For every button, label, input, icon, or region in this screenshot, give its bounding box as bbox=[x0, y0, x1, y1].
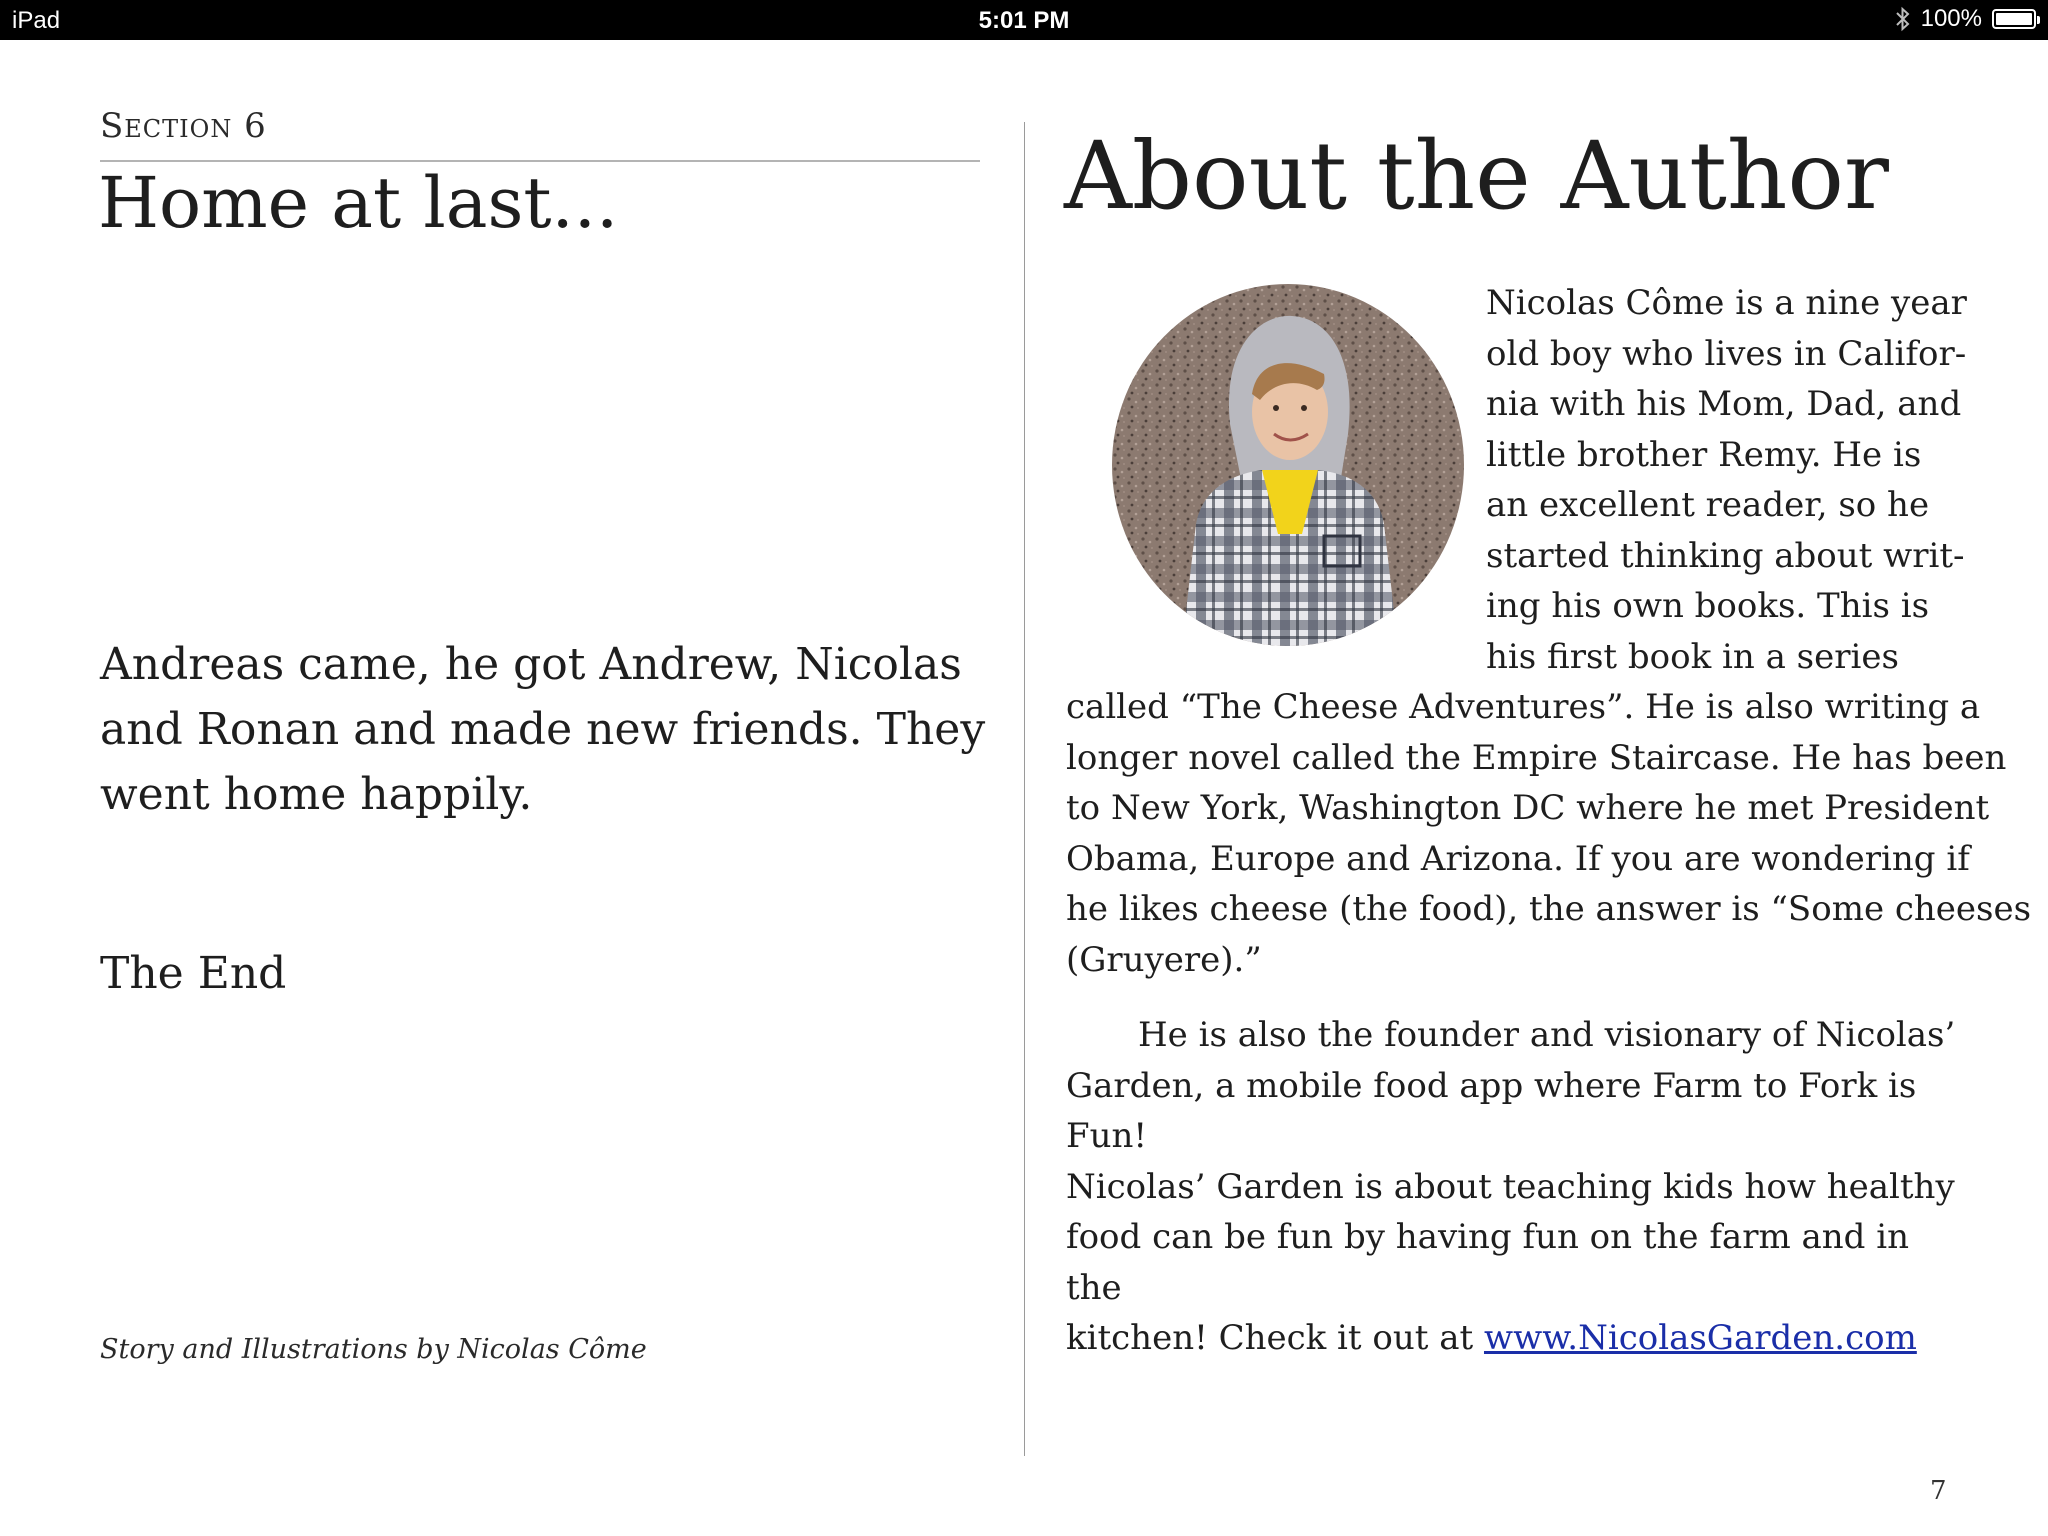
author-photo bbox=[1112, 284, 1464, 646]
bio-line: He is also the founder and visionary of Nicolas’ bbox=[1138, 1015, 1956, 1055]
about-author-title: About the Author bbox=[1064, 122, 1889, 231]
page-divider bbox=[1024, 122, 1025, 1456]
bio-last-prefix: kitchen! Check it out at bbox=[1066, 1318, 1484, 1358]
bio-last-line bbox=[1066, 1313, 1966, 1364]
battery-percent: 100% bbox=[1920, 5, 1982, 32]
bio-line: food can be fun by having fun on the farm and in the bbox=[1066, 1217, 1910, 1308]
bio-line: Garden, a mobile food app where Farm to Fork is Fun! bbox=[1066, 1065, 1917, 1156]
bio-line: longer novel called the Empire Staircase. He has been bbox=[1066, 737, 2007, 778]
status-right bbox=[1895, 5, 2036, 33]
bio-line: Obama, Europe and Arizona. If you are wondering if bbox=[1066, 838, 1970, 879]
credit-line: Story and Illustrations by Nicolas Côme bbox=[100, 1334, 647, 1365]
section-label: Section 6 bbox=[100, 106, 267, 146]
battery-fill bbox=[1996, 13, 2032, 25]
bio-second-paragraph bbox=[1066, 1010, 1966, 1364]
bio-line: an excellent reader, so he bbox=[1486, 485, 1930, 525]
bio-line: old boy who lives in Califor- bbox=[1486, 333, 1967, 374]
bio-line: ing his own books. This is bbox=[1486, 586, 1930, 626]
bio-line: his first book in a series bbox=[1486, 636, 1899, 677]
bio-line: called “The Cheese Adventures”. He is also writing a bbox=[1066, 687, 1981, 727]
author-portrait-icon bbox=[1112, 284, 1464, 646]
bio-line: started thinking about writ- bbox=[1486, 535, 1965, 576]
page-number: 7 bbox=[1930, 1476, 1947, 1506]
bio-line: little brother Remy. He is bbox=[1486, 434, 1922, 475]
bluetooth-icon bbox=[1895, 6, 1911, 32]
bio-line: (Gruyere).” bbox=[1066, 939, 1262, 980]
status-clock: 5:01 PM bbox=[978, 7, 1070, 34]
status-bar bbox=[0, 0, 2048, 40]
chapter-title: Home at last... bbox=[98, 162, 619, 244]
the-end-text: The End bbox=[100, 948, 287, 999]
bio-wrapped-text bbox=[1486, 278, 1967, 682]
bio-line: nia with his Mom, Dad, and bbox=[1486, 384, 1962, 424]
bio-full-width-text bbox=[1066, 682, 2032, 985]
battery-icon bbox=[1992, 9, 2036, 29]
story-text: Andreas came, he got Andrew, Nicolas and Ronan and made new friends. They went home happily. bbox=[100, 639, 986, 820]
device-name: iPad bbox=[12, 7, 61, 34]
bio-line: Nicolas’ Garden is about teaching kids how healthy bbox=[1066, 1166, 1955, 1207]
bio-line: to New York, Washington DC where he met President bbox=[1066, 788, 1990, 828]
bio-line: he likes cheese (the food), the answer is “Some cheeses bbox=[1066, 889, 2032, 929]
bio-line: Nicolas Côme is a nine year bbox=[1486, 283, 1967, 323]
website-link[interactable]: www.NicolasGarden.com bbox=[1483, 1318, 1917, 1358]
